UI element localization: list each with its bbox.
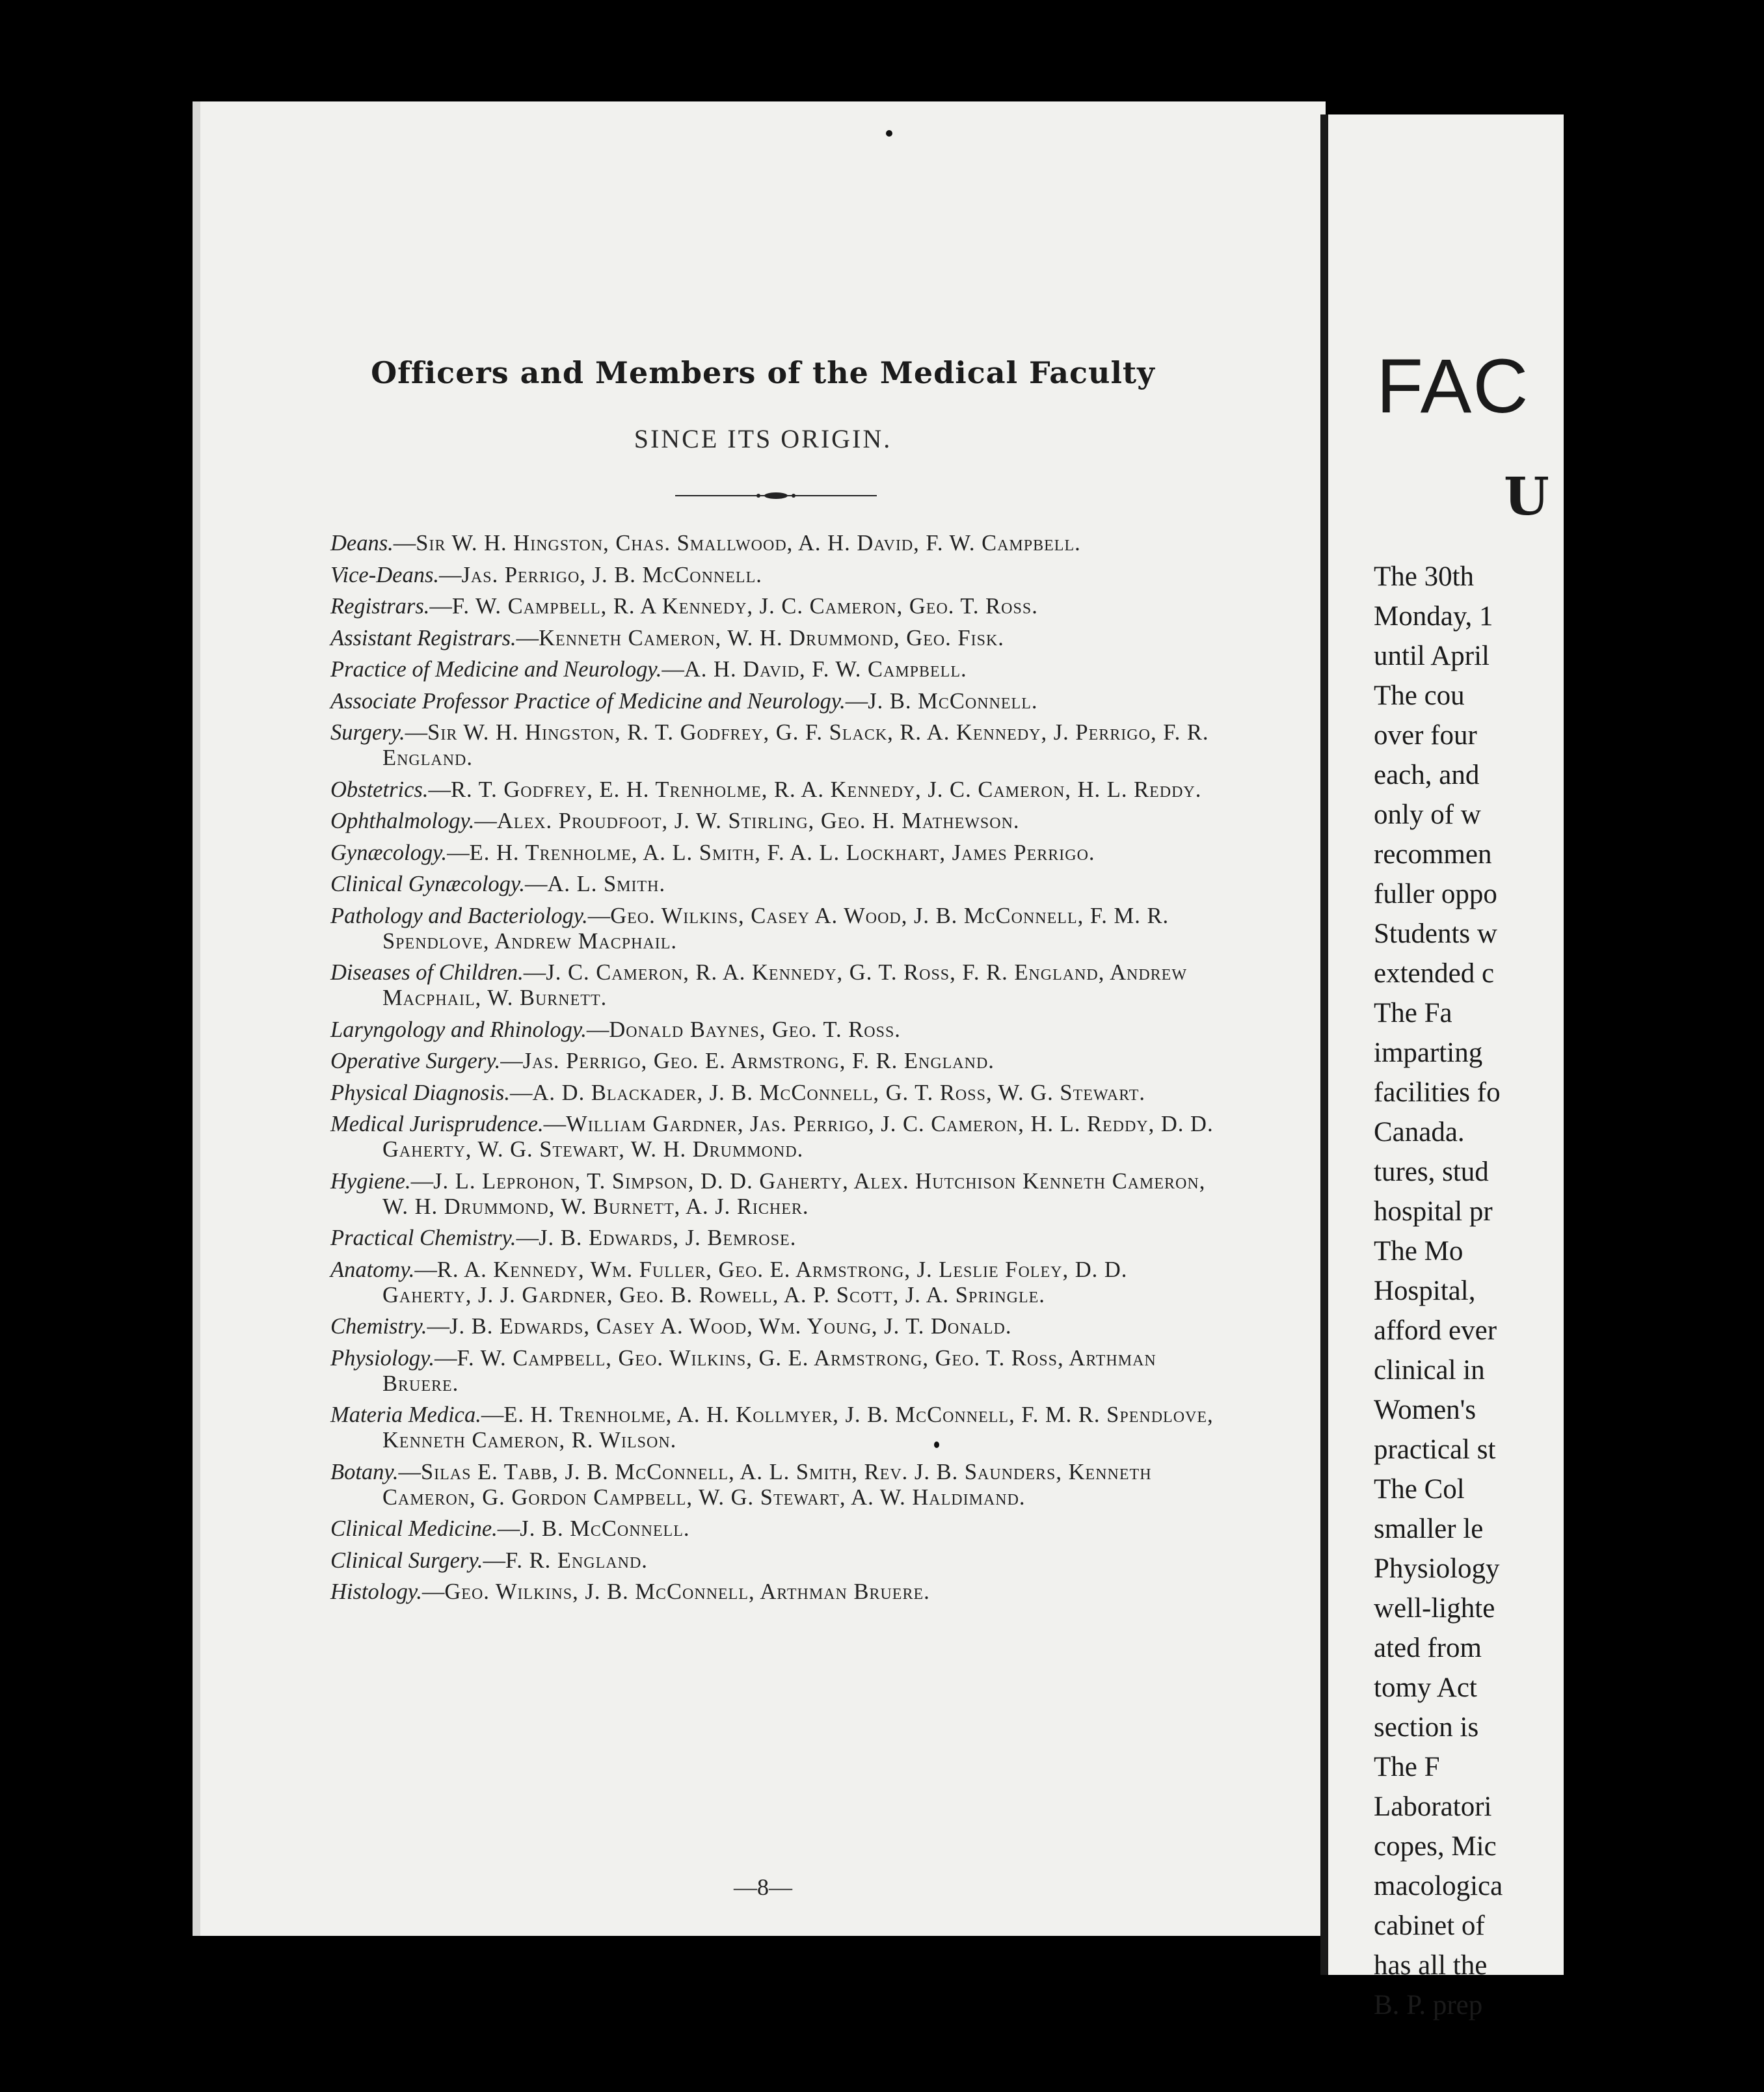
faculty-entry — [330, 1516, 1222, 1542]
entry-dash: — — [429, 594, 452, 619]
entry-role: Ophthalmology. — [330, 809, 475, 833]
entry-dash: — — [398, 1459, 421, 1484]
faculty-entry — [330, 531, 1222, 556]
faculty-entry — [330, 960, 1222, 1011]
ornament-divider — [675, 490, 877, 501]
entry-role: Associate Professor Practice of Medicine and Neurology. — [330, 688, 846, 714]
entry-names: J. B. Edwards, Casey A. Wood, Wm. Young, J. T. Donald. — [449, 1314, 1012, 1339]
entry-role: Gynæcology. — [330, 840, 448, 865]
text-line: Women's — [1374, 1395, 1477, 1425]
faculty-entry — [330, 1049, 1222, 1074]
entry-names: William Gardner, Jas. Perrigo, J. C. Cameron, H. L. Reddy, D. D. Gaherty, W. G. Stewart, W. H. Drummond. — [382, 1112, 1214, 1162]
text-line: Canada. — [1374, 1117, 1465, 1147]
text-line: well-lighte — [1374, 1593, 1495, 1624]
entry-role: Surgery. — [330, 720, 405, 745]
entry-role: Botany. — [330, 1459, 399, 1484]
entry-dash: — — [662, 657, 684, 682]
text-line: The F — [1374, 1752, 1440, 1782]
entry-names: F. R. England. — [505, 1548, 648, 1573]
entry-names: E. H. Trenholme, A. H. Kollmyer, J. B. McConnell, F. M. R. Spendlove, Kenneth Cameron, R. Wilson. — [382, 1402, 1214, 1453]
right-page-drop-letter: U — [1504, 466, 1549, 527]
entry-names: Geo. Wilkins, Casey A. Wood, J. B. McConnell, F. M. R. Spendlove, Andrew Macphail. — [382, 903, 1169, 954]
entry-names: Jas. Perrigo, Geo. E. Armstrong, F. R. England. — [522, 1049, 995, 1073]
entry-names: A. L. Smith. — [547, 872, 666, 896]
text-line: tomy Act — [1374, 1672, 1477, 1703]
entry-dash: — — [483, 1548, 505, 1573]
faculty-entry — [330, 1257, 1222, 1308]
entry-role: Obstetrics. — [330, 777, 429, 802]
right-page-title: FAC — [1376, 343, 1530, 429]
faculty-entry — [330, 872, 1222, 897]
entry-dash: — — [516, 1226, 539, 1250]
entry-role: Practice of Medicine and Neurology. — [330, 657, 662, 682]
entry-role: Histology. — [330, 1579, 422, 1604]
text-line: The Mo — [1374, 1236, 1463, 1267]
entry-names: Geo. Wilkins, J. B. McConnell, Arthman Bruere. — [444, 1579, 930, 1604]
entry-dash: — — [509, 1080, 533, 1105]
entry-dash: — — [427, 1314, 450, 1339]
text-line: extended c — [1374, 958, 1495, 989]
entry-role: Deans. — [330, 531, 394, 556]
faculty-entry — [330, 689, 1222, 714]
faculty-entry — [330, 1080, 1222, 1106]
text-line: imparting — [1374, 1038, 1483, 1068]
entry-dash: — — [405, 720, 428, 745]
entry-names: J. L. Leprohon, T. Simpson, D. D. Gaherty, Alex. Hutchison Kenneth Cameron, W. H. Drummond, W. Burnett, A. J. Richer. — [382, 1168, 1206, 1219]
faculty-entry — [330, 1548, 1222, 1574]
faculty-entry — [330, 1017, 1222, 1043]
entry-dash: — — [434, 1345, 457, 1371]
entry-names: Sir W. H. Hingston, Chas. Smallwood, A. H. David, F. W. Campbell. — [416, 531, 1081, 556]
ink-speck — [886, 130, 892, 137]
entry-role: Hygiene. — [330, 1168, 411, 1194]
text-line: has all the — [1374, 1950, 1488, 1981]
text-line: until April — [1374, 641, 1490, 671]
entry-role: Medical Jurisprudence. — [330, 1112, 544, 1136]
text-line: The Col — [1374, 1474, 1465, 1505]
entry-dash: — — [516, 625, 539, 650]
entry-dash: — — [524, 872, 548, 896]
text-line: The cou — [1374, 680, 1465, 711]
entry-names: Silas E. Tabb, J. B. McConnell, A. L. Smith, Rev. J. B. Saunders, Kenneth Cameron, G. Gordon Campbell, W. G. Stewart, A. W. Haldimand. — [382, 1459, 1152, 1510]
faculty-entry — [330, 1579, 1222, 1605]
entry-role: Materia Medica. — [330, 1402, 481, 1427]
entry-dash: — — [481, 1402, 504, 1427]
text-line: B. P. prep — [1374, 1990, 1483, 2020]
faculty-entry — [330, 809, 1222, 834]
entry-dash: — — [523, 960, 546, 985]
entry-role: Physical Diagnosis. — [330, 1080, 510, 1105]
text-line: afford ever — [1374, 1315, 1497, 1346]
entry-dash: — — [439, 562, 462, 587]
text-line: ated from — [1374, 1633, 1482, 1663]
text-line: copes, Mic — [1374, 1831, 1497, 1862]
faculty-entry — [330, 777, 1222, 803]
text-line: facilities fo — [1374, 1077, 1501, 1108]
text-line: smaller le — [1374, 1514, 1484, 1544]
entry-role: Registrars. — [330, 594, 430, 619]
entry-role: Assistant Registrars. — [330, 625, 516, 650]
text-line: macologica — [1374, 1871, 1503, 1901]
faculty-entry — [330, 563, 1222, 588]
entry-names: J. B. McConnell. — [868, 688, 1038, 714]
ink-speck — [934, 1442, 939, 1448]
entry-names: A. D. Blackader, J. B. McConnell, G. T. Ross, W. G. Stewart. — [532, 1080, 1146, 1105]
faculty-entry — [330, 626, 1222, 651]
text-line: The 30th — [1374, 561, 1475, 592]
faculty-entry — [330, 1460, 1222, 1510]
entry-names: Sir W. H. Hingston, R. T. Godfrey, G. F. Slack, R. A. Kennedy, J. Perrigo, F. R. England. — [382, 720, 1209, 770]
entry-role: Chemistry. — [330, 1314, 427, 1339]
right-page — [1320, 114, 1564, 2020]
entry-role: Clinical Medicine. — [330, 1516, 498, 1541]
faculty-entry — [330, 1226, 1222, 1251]
entry-names: R. T. Godfrey, E. H. Trenholme, R. A. Kennedy, J. C. Cameron, H. L. Reddy. — [450, 777, 1202, 802]
text-line: Students w — [1374, 919, 1497, 949]
faculty-entry — [330, 594, 1222, 619]
entry-names: J. C. Cameron, R. A. Kennedy, G. T. Ross, F. R. England, Andrew Macphail, W. Burnett. — [382, 960, 1187, 1010]
entry-dash: — — [447, 840, 470, 865]
entry-names: Alex. Proudfoot, J. W. Stirling, Geo. H. Mathewson. — [496, 809, 1020, 833]
faculty-entry — [330, 1402, 1222, 1453]
entry-dash: — — [586, 1017, 609, 1042]
text-line: cabinet of — [1374, 1911, 1485, 1941]
text-line: fuller oppo — [1374, 879, 1497, 909]
entry-names: A. H. David, F. W. Campbell. — [684, 657, 967, 682]
entry-names: Jas. Perrigo, J. B. McConnell. — [461, 562, 762, 587]
entry-names: J. B. McConnell. — [520, 1516, 690, 1541]
text-line: section is — [1374, 1712, 1479, 1743]
faculty-entry — [330, 1169, 1222, 1220]
entry-names: F. W. Campbell, R. A Kennedy, J. C. Cameron, Geo. T. Ross. — [451, 594, 1038, 619]
right-page-text — [1374, 557, 1764, 2025]
faculty-entry — [330, 1112, 1222, 1162]
page-number: —8— — [734, 1874, 792, 1900]
text-line: Hospital, — [1374, 1276, 1476, 1306]
entry-role: Diseases of Children. — [330, 960, 524, 985]
faculty-entry — [330, 657, 1222, 682]
left-page — [193, 101, 1326, 1936]
entry-role: Pathology and Bacteriology. — [330, 903, 588, 928]
text-line: practical st — [1374, 1434, 1496, 1465]
entry-role: Clinical Gynæcology. — [330, 872, 525, 896]
text-line: Monday, 1 — [1374, 601, 1493, 632]
entry-names: Kenneth Cameron, W. H. Drummond, Geo. Fisk. — [539, 625, 1004, 650]
entry-role: Laryngology and Rhinology. — [330, 1017, 587, 1042]
entry-names: R. A. Kennedy, Wm. Fuller, Geo. E. Armstrong, J. Leslie Foley, D. D. Gaherty, J. J. Gardner, Geo. B. Rowell, A. P. Scott, J. A. Springle. — [382, 1257, 1128, 1308]
text-line: each, and — [1374, 760, 1480, 790]
entry-role: Practical Chemistry. — [330, 1226, 516, 1250]
entry-dash: — — [500, 1049, 523, 1073]
entry-role: Operative Surgery. — [330, 1049, 501, 1073]
entry-dash: — — [428, 777, 451, 802]
faculty-entry — [330, 720, 1222, 771]
entry-role: Anatomy. — [330, 1257, 415, 1282]
text-line: over four — [1374, 720, 1477, 751]
faculty-entry — [330, 1314, 1222, 1339]
entry-dash: — — [393, 531, 416, 556]
page-heading: Officers and Members of the Medical Faculty — [371, 355, 1155, 390]
text-line: Physiology — [1374, 1553, 1500, 1584]
entry-names: Donald Baynes, Geo. T. Ross. — [609, 1017, 901, 1042]
entry-role: Vice-Deans. — [330, 562, 439, 587]
entry-dash: — — [410, 1168, 434, 1194]
entry-names: J. B. Edwards, J. Bemrose. — [539, 1226, 797, 1250]
text-line: only of w — [1374, 799, 1481, 830]
entry-dash: — — [587, 903, 611, 928]
entry-names: F. W. Campbell, Geo. Wilkins, G. E. Armstrong, Geo. T. Ross, Arthman Bruere. — [382, 1345, 1156, 1396]
entry-dash: — — [474, 809, 497, 833]
faculty-entry — [330, 840, 1222, 866]
entry-dash: — — [845, 688, 868, 714]
entry-role: Clinical Surgery. — [330, 1548, 483, 1573]
text-line: clinical in — [1374, 1355, 1485, 1386]
text-line: tures, stud — [1374, 1157, 1489, 1187]
faculty-entry — [330, 1346, 1222, 1397]
text-line: hospital pr — [1374, 1196, 1493, 1227]
text-line: The Fa — [1374, 998, 1452, 1028]
entry-names: E. H. Trenholme, A. L. Smith, F. A. L. Lockhart, James Perrigo. — [469, 840, 1095, 865]
page-subheading: SINCE ITS ORIGIN. — [634, 424, 892, 453]
entry-dash: — — [421, 1579, 445, 1604]
text-line: recommen — [1374, 839, 1492, 870]
faculty-entry — [330, 904, 1222, 954]
entry-dash: — — [414, 1257, 437, 1282]
text-line: Laboratori — [1374, 1791, 1492, 1822]
entry-role: Physiology. — [330, 1345, 435, 1371]
entry-dash: — — [497, 1516, 520, 1541]
entry-dash: — — [543, 1112, 567, 1136]
faculty-list — [330, 531, 1222, 1611]
